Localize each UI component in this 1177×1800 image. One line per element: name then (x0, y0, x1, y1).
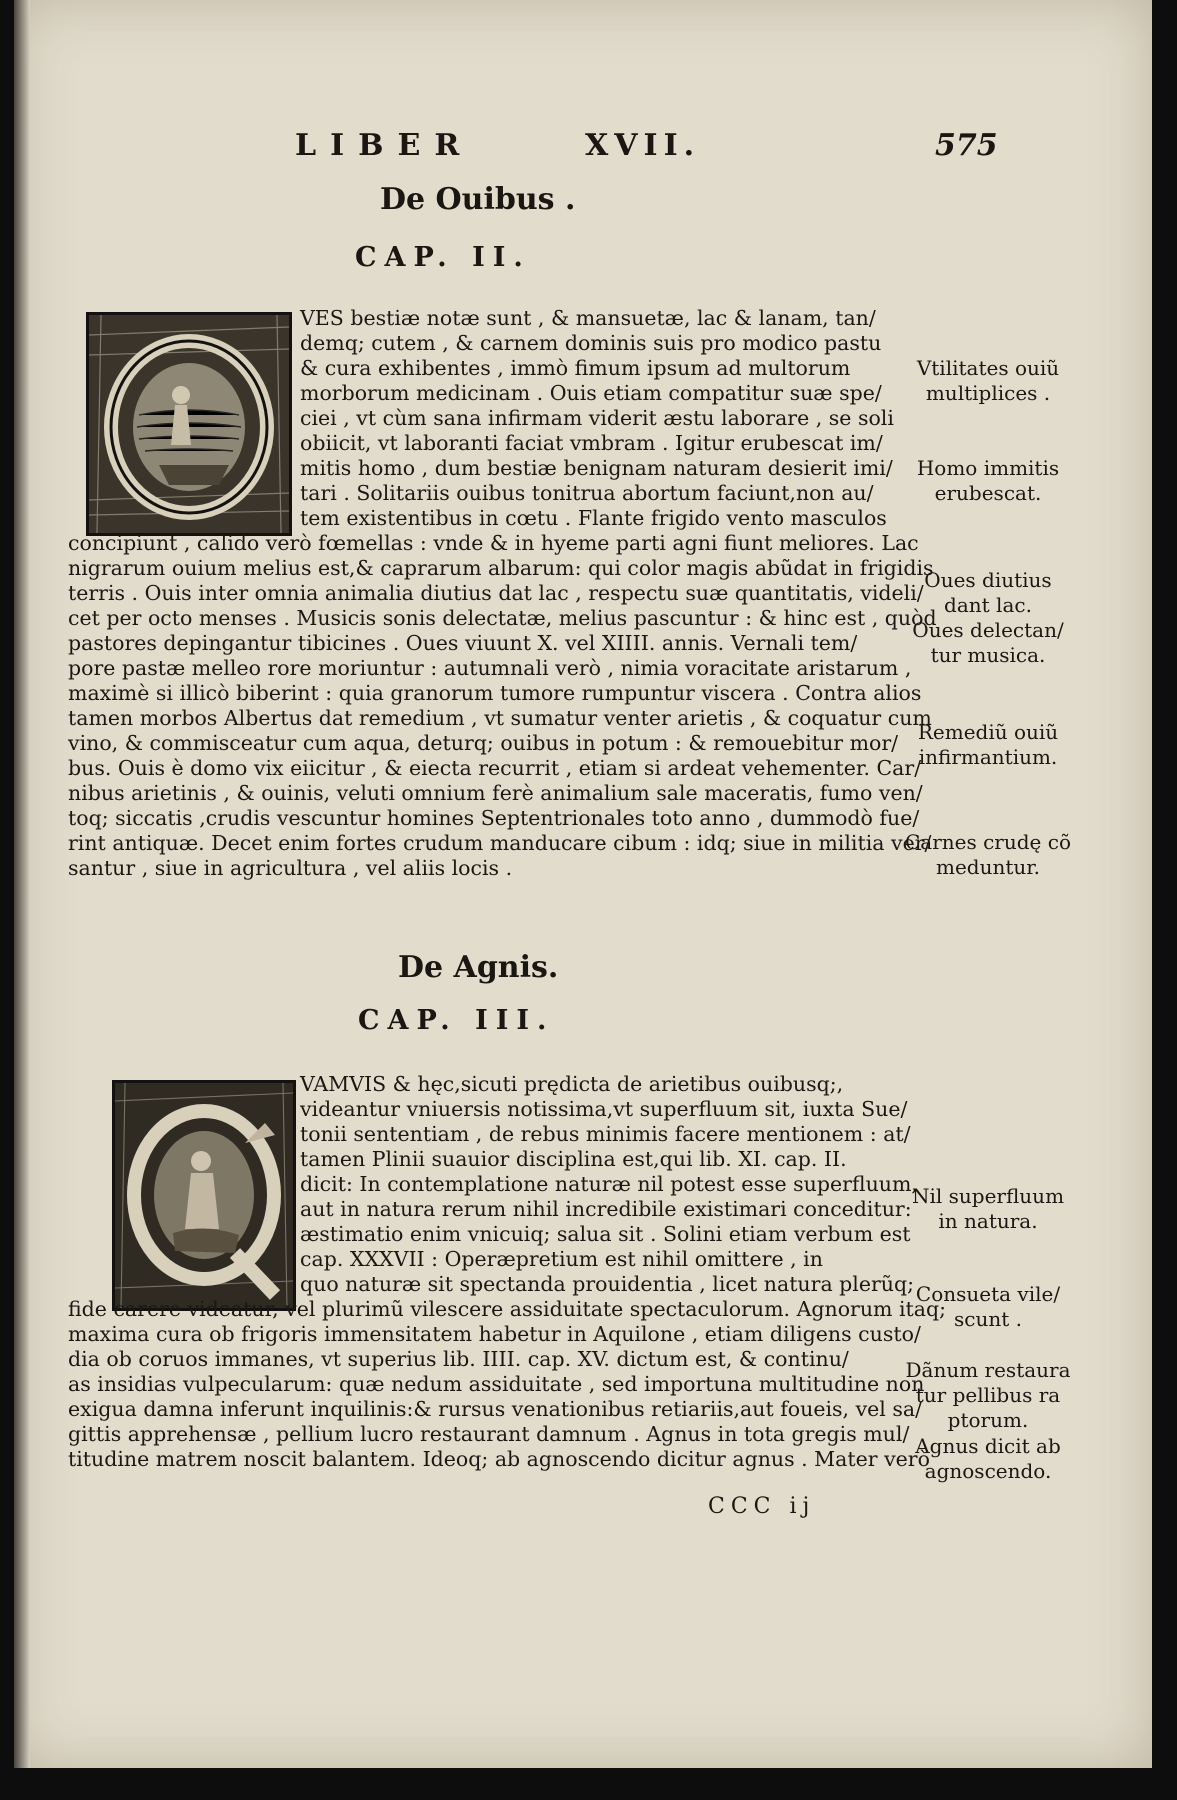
margin-note-line: infirmantium. (918, 745, 1058, 769)
chapter-heading-cap-iii: CAP. III. (358, 1005, 555, 1036)
margin-note-line: Oues diutius (924, 568, 1052, 592)
text-line: æstimatio enim vnicuiq; salua sit . Solini etiam verbum est (300, 1222, 911, 1246)
margin-note-line: in natura. (938, 1209, 1038, 1233)
margin-note (888, 1184, 1088, 1234)
section-title-de-ouibus: De Ouibus . (380, 182, 576, 217)
text-line: rint antiquæ. Decet enim fortes crudum manducare cibum : idq; siue in militia ver/ (68, 831, 932, 855)
margin-note-line: scunt . (954, 1307, 1022, 1331)
margin-note-line: meduntur. (935, 855, 1040, 879)
section-title-de-agnis: De Agnis. (398, 950, 559, 985)
text-line: dia ob coruos immanes, vt superius lib. IIII. cap. XV. dictum est, & continu/ (68, 1347, 849, 1371)
margin-note-line: Dãnum restaura (905, 1358, 1071, 1382)
running-head-liber: LIBER (295, 128, 474, 163)
text-line: tari . Solitariis ouibus tonitrua abortum faciunt,non au/ (300, 481, 874, 505)
margin-note-line: Consueta vile/ (915, 1282, 1061, 1306)
text-line: ciei , vt cùm sana infirmam viderit æstu laborare , se soli (300, 406, 894, 430)
text-line: tamen morbos Albertus dat remedium , vt sumatur venter arietis , & coquatur cum (68, 706, 932, 730)
margin-note-line: dant lac. (944, 593, 1032, 617)
text-line: tem existentibus in cœtu . Flante frigido vento masculos (300, 506, 887, 530)
margin-note-line: agnoscendo. (924, 1459, 1052, 1483)
margin-note-line: Homo immitis (916, 456, 1060, 480)
margin-note-line: Nil superfluum (911, 1184, 1065, 1208)
text-line: santur , siue in agricultura , vel aliis locis . (68, 856, 513, 880)
text-line: demq; cutem , & carnem dominis suis pro modico pastu (300, 331, 882, 355)
margin-note-line: tur pellibus ra (915, 1383, 1061, 1407)
margin-note (888, 720, 1088, 770)
signature-mark: CCC ij (708, 1494, 816, 1519)
text-line: obiicit, vt laboranti faciat vmbram . Igitur erubescat im/ (300, 431, 883, 455)
section-body-full-lines (68, 531, 937, 881)
text-line: pore pastæ melleo rore moriuntur : autumnali verò , nimia voracitate aristarum , (68, 656, 912, 680)
text-line: tonii sententiam , de rebus minimis facere mentionem : at/ (300, 1122, 911, 1146)
margin-note-line: Agnus dicit ab (915, 1434, 1061, 1458)
text-line: cet per octo menses . Musicis sonis delectatæ, melius pascuntur : & hinc est , quòd (68, 606, 937, 630)
text-line: morborum medicinam . Ouis etiam compatitur suæ spe/ (300, 381, 882, 405)
margin-note-line: Vtilitates ouiũ (916, 356, 1060, 380)
margin-note (888, 568, 1088, 618)
binding-gutter (14, 0, 30, 1768)
text-line: titudine matrem noscit balantem. Ideoq; ab agnoscendo dicitur agnus . Mater verò (68, 1447, 930, 1471)
text-line: gittis apprehensæ , pellium lucro restaurant damnum . Agnus in tota gregis mul/ (68, 1422, 910, 1446)
text-line: quo naturæ sit spectanda prouidentia , licet natura plerũq; (300, 1272, 915, 1296)
running-head (295, 128, 998, 168)
chapter-heading-cap-ii: CAP. II. (355, 242, 531, 273)
text-line: VES bestiæ notæ sunt , & mansuetæ, lac & lanam, tan/ (300, 306, 876, 330)
woodcut-initial-q (112, 1080, 296, 1311)
folio-number: 575 (935, 128, 998, 163)
text-line: tamen Plinii suauior disciplina est,qui lib. XI. cap. II. (300, 1147, 847, 1171)
margin-note (888, 356, 1088, 406)
text-line: nibus arietinis , & ouinis, veluti omnium ferè animalium sale maceratis, fumo ven/ (68, 781, 923, 805)
margin-note (888, 456, 1088, 506)
margin-note-line: Remediũ ouiũ (917, 720, 1059, 744)
text-line: dicit: In contemplatione naturæ nil potest esse superfluum, (300, 1172, 918, 1196)
woodcut-initial-o (86, 312, 292, 536)
margin-note-line: Oues delectan/ (912, 618, 1064, 642)
text-line: bus. Ouis è domo vix eiicitur , & eiecta recurrit , etiam si ardeat vehementer. Car/ (68, 756, 922, 780)
text-line: pastores depingantur tibicines . Oues viuunt X. vel XIIII. annis. Vernali tem/ (68, 631, 858, 655)
text-line: fide carere videatur, vel plurimũ vilescere assiduitate spectaculorum. Agnorum itaq; (68, 1297, 947, 1321)
margin-note-line: Carnes crudę cõ (904, 830, 1071, 854)
text-line: maxima cura ob frigoris immensitatem habetur in Aquilone , etiam diligens custo/ (68, 1322, 921, 1346)
margin-note (888, 1358, 1088, 1433)
text-line: & cura exhibentes , immò fimum ipsum ad multorum (300, 356, 851, 380)
margin-note-line: erubescat. (934, 481, 1042, 505)
text-line: nigrarum ouium melius est,& caprarum albarum: qui color magis abũdat in frigidis (68, 556, 934, 580)
margin-note (888, 830, 1088, 880)
text-line: maximè si illicò biberint : quia granorum tumore rumpuntur viscera . Contra alios (68, 681, 922, 705)
text-line: exigua damna inferunt inquilinis:& rursus venationibus retiariis,aut foueis, vel sa/ (68, 1397, 923, 1421)
margin-note-line: multiplices . (925, 381, 1051, 405)
section-body-first-lines (300, 1072, 918, 1297)
margin-note (888, 1282, 1088, 1332)
section-body-full-lines (68, 1297, 946, 1472)
text-line: cap. XXXVII : Operæpretium est nihil omittere , in (300, 1247, 823, 1271)
margin-note (888, 1434, 1088, 1484)
margin-note-line: ptorum. (947, 1408, 1029, 1432)
text-line: aut in natura rerum nihil incredibile existimari conceditur: (300, 1197, 912, 1221)
section-body-first-lines (300, 306, 894, 531)
running-head-book-number: XVII. (585, 128, 701, 163)
margin-note (888, 618, 1088, 668)
text-line: toq; siccatis ,crudis vescuntur homines Septentrionales toto anno , dummodò fue/ (68, 806, 920, 830)
text-line: as insidias vulpecularum: quæ nedum assiduitate , sed importuna multitudine non (68, 1372, 925, 1396)
text-line: VAMVIS & hęc,sicuti prędicta de arietibus ouibusq;, (300, 1072, 844, 1096)
text-line: concipiunt , calido verò fœmellas : vnde & in hyeme parti agni fiunt meliores. Lac (68, 531, 919, 555)
text-line: vino, & commisceatur cum aqua, deturq; ouibus in potum : & remouebitur mor/ (68, 731, 899, 755)
book-page (14, 0, 1152, 1768)
margin-note-line: tur musica. (930, 643, 1046, 667)
text-line: videantur vniuersis notissima,vt superfluum sit, iuxta Sue/ (300, 1097, 908, 1121)
text-line: mitis homo , dum bestiæ benignam naturam desierit imi/ (300, 456, 893, 480)
text-line: terris . Ouis inter omnia animalia diutius dat lac , respectu suæ quantitatis, videli/ (68, 581, 924, 605)
